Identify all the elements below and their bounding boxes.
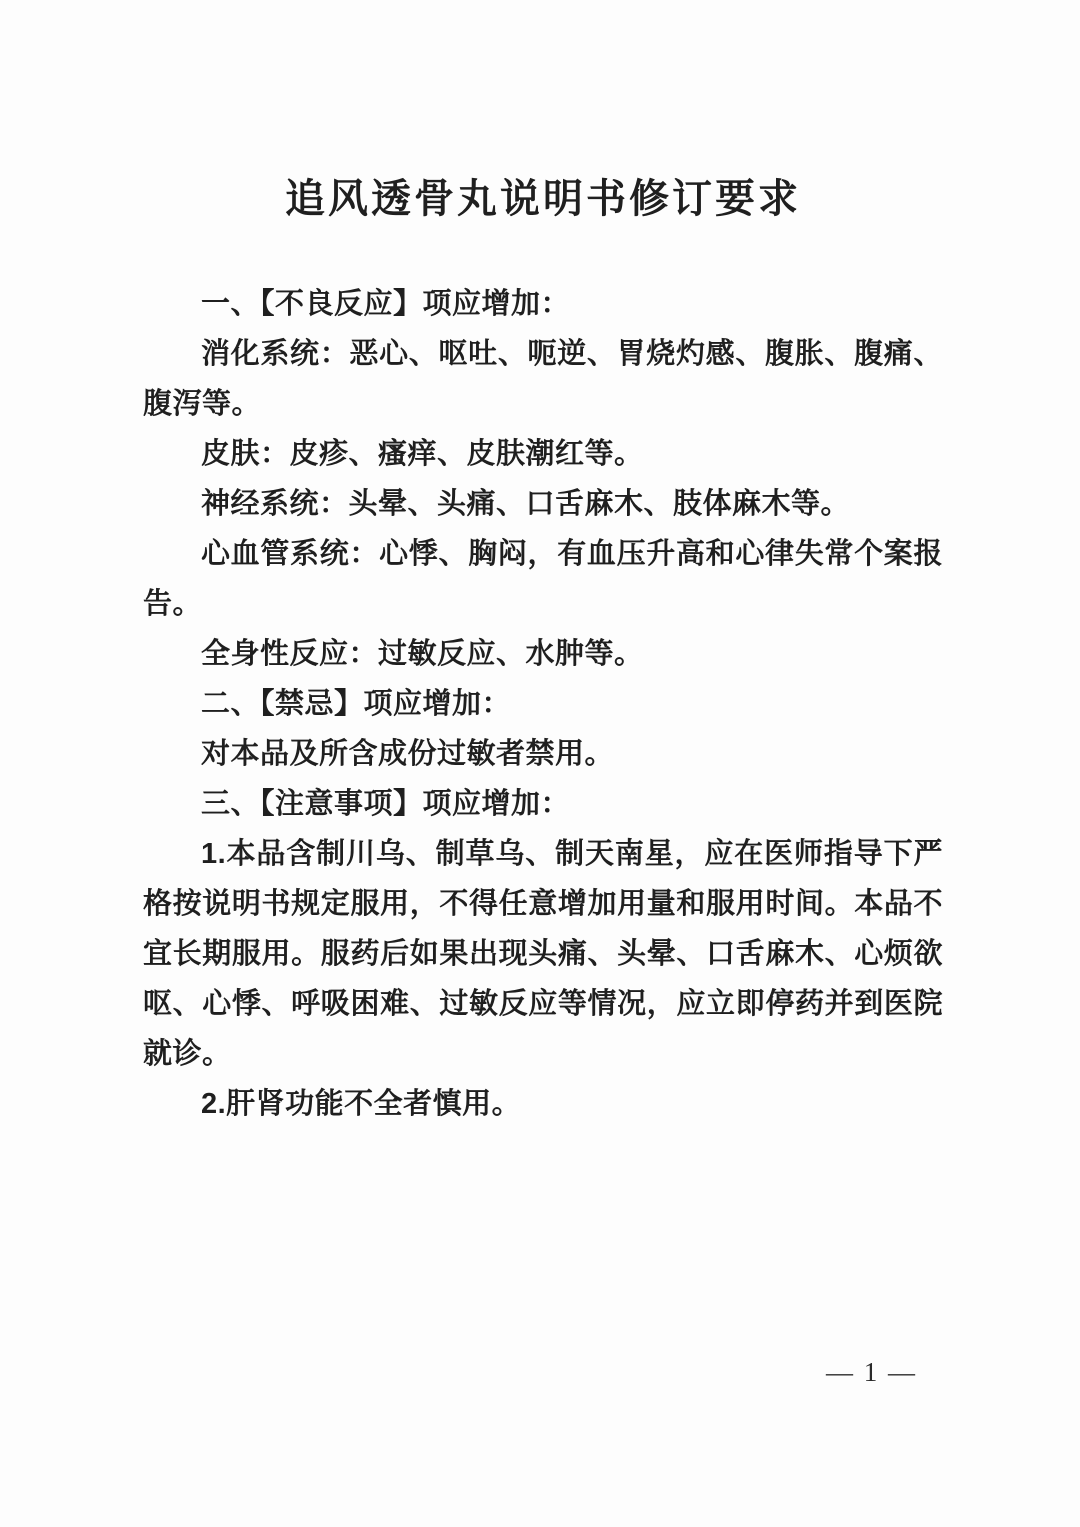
page-title: 追风透骨丸说明书修订要求	[285, 177, 801, 221]
paragraph-precaution-1: 1.本品含制川乌、制草乌、制天南星，应在医师指导下严格按说明书规定服用，不得任意增加用量和服用时间。本品不宜长期服用。服药后如果出现头痛、头晕、口舌麻木、心烦欲呕、心悸、呼吸困难、过敏反应等情况，应立即停药并到医院就诊。	[143, 838, 943, 1070]
paragraph-section-2-heading: 二、【禁忌】项应增加：	[201, 688, 512, 720]
page-number: — 1 —	[826, 1357, 917, 1387]
paragraph-nervous-system: 神经系统：头晕、头痛、口舌麻木、肢体麻木等。	[201, 488, 851, 520]
paragraph-precaution-2: 2.肝肾功能不全者慎用。	[201, 1088, 522, 1120]
paragraph-cardiovascular-system: 心血管系统：心悸、胸闷，有血压升高和心律失常个案报告。	[143, 538, 943, 620]
paragraph-digestive-system: 消化系统：恶心、呕吐、呃逆、胃烧灼感、腹胀、腹痛、腹泻等。	[143, 338, 943, 420]
document-body	[143, 279, 943, 1129]
document-content	[143, 175, 943, 1129]
paragraph-section-3-heading: 三、【注意事项】项应增加：	[201, 788, 571, 820]
paragraph-skin: 皮肤：皮疹、瘙痒、皮肤潮红等。	[201, 438, 644, 470]
paragraph-systemic-reaction: 全身性反应：过敏反应、水肿等。	[201, 638, 644, 670]
paragraph-contraindication: 对本品及所含成份过敏者禁用。	[201, 738, 615, 770]
paragraph-section-1-heading: 一、【不良反应】项应增加：	[201, 288, 571, 320]
